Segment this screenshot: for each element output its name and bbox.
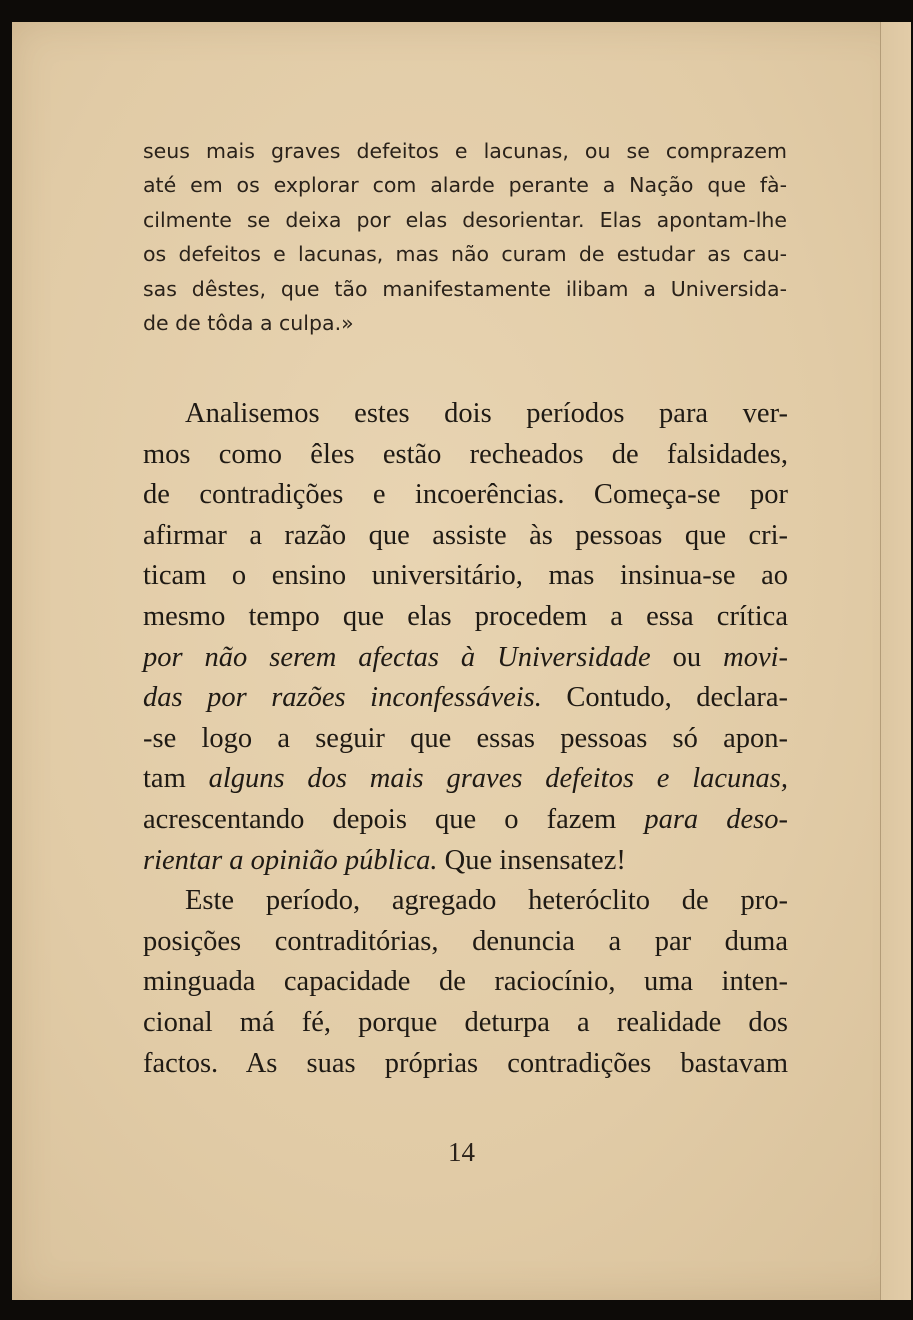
quote-line: até em os explorar com alarde perante a Nação que fà- [143, 173, 787, 198]
text-line: factos. As suas próprias contradições bastavam [143, 1047, 788, 1079]
text-line: cional má fé, porque deturpa a realidade dos [143, 1006, 788, 1038]
text-line [143, 759, 788, 800]
text-line [143, 678, 788, 719]
italic-phrase: para deso- [644, 803, 788, 835]
italic-phrase: alguns dos mais graves defeitos e lacunas, [208, 763, 788, 795]
quote-line: seus mais graves defeitos e lacunas, ou se comprazem [143, 139, 787, 163]
text-line: mesmo tempo que elas procedem a essa crítica [143, 600, 788, 632]
text-line: minguada capacidade de raciocínio, uma inten- [143, 966, 788, 998]
text-line [143, 800, 788, 841]
text-line [143, 841, 788, 882]
text-line: mos como êles estão recheados de falsidades, [143, 438, 788, 470]
italic-phrase: rientar a opinião pública. [143, 844, 438, 876]
text-line: ticam o ensino universitário, mas insinua-se ao [143, 560, 788, 592]
quote-line: sas dêstes, que tão manifestamente ilibam a Universida- [143, 276, 787, 301]
text-line: Analisemos estes dois períodos para ver- [185, 398, 788, 429]
main-text [143, 394, 788, 1084]
text-fragment: acrescentando depois que o fazem [143, 803, 645, 835]
quote-line: cilmente se deixa por elas desorientar. Elas apontam-lhe [143, 207, 787, 232]
next-page-edge [880, 22, 911, 1300]
paragraph-1 [143, 394, 788, 881]
text-line: afirmar a razão que assiste às pessoas que cri- [143, 519, 788, 551]
quote-line: de de tôda a culpa.» [143, 311, 354, 336]
text-fragment: ou [650, 641, 724, 673]
quoted-passage [143, 134, 787, 340]
book-page [12, 22, 911, 1300]
text-fragment: Contudo, declara- [541, 682, 788, 714]
paragraph-2 [143, 881, 788, 1084]
italic-phrase: movi- [723, 641, 789, 673]
text-line: de contradições e incoerências. Começa-se por [143, 479, 788, 511]
page-number: 14 [448, 1137, 475, 1167]
italic-phrase: por não serem afectas à Universidade [143, 641, 651, 673]
text-line: Este período, agregado heteróclito de pro- [185, 885, 788, 917]
text-fragment: Que insensatez! [437, 844, 626, 876]
text-line [143, 638, 788, 679]
text-fragment: tam [143, 763, 209, 795]
text-line: -se logo a seguir que essas pessoas só apon- [143, 722, 788, 754]
text-line: posições contraditórias, denuncia a par duma [143, 925, 788, 957]
italic-phrase: das por razões inconfessáveis. [143, 682, 542, 714]
quote-line: os defeitos e lacunas, mas não curam de estudar as cau- [143, 242, 787, 267]
